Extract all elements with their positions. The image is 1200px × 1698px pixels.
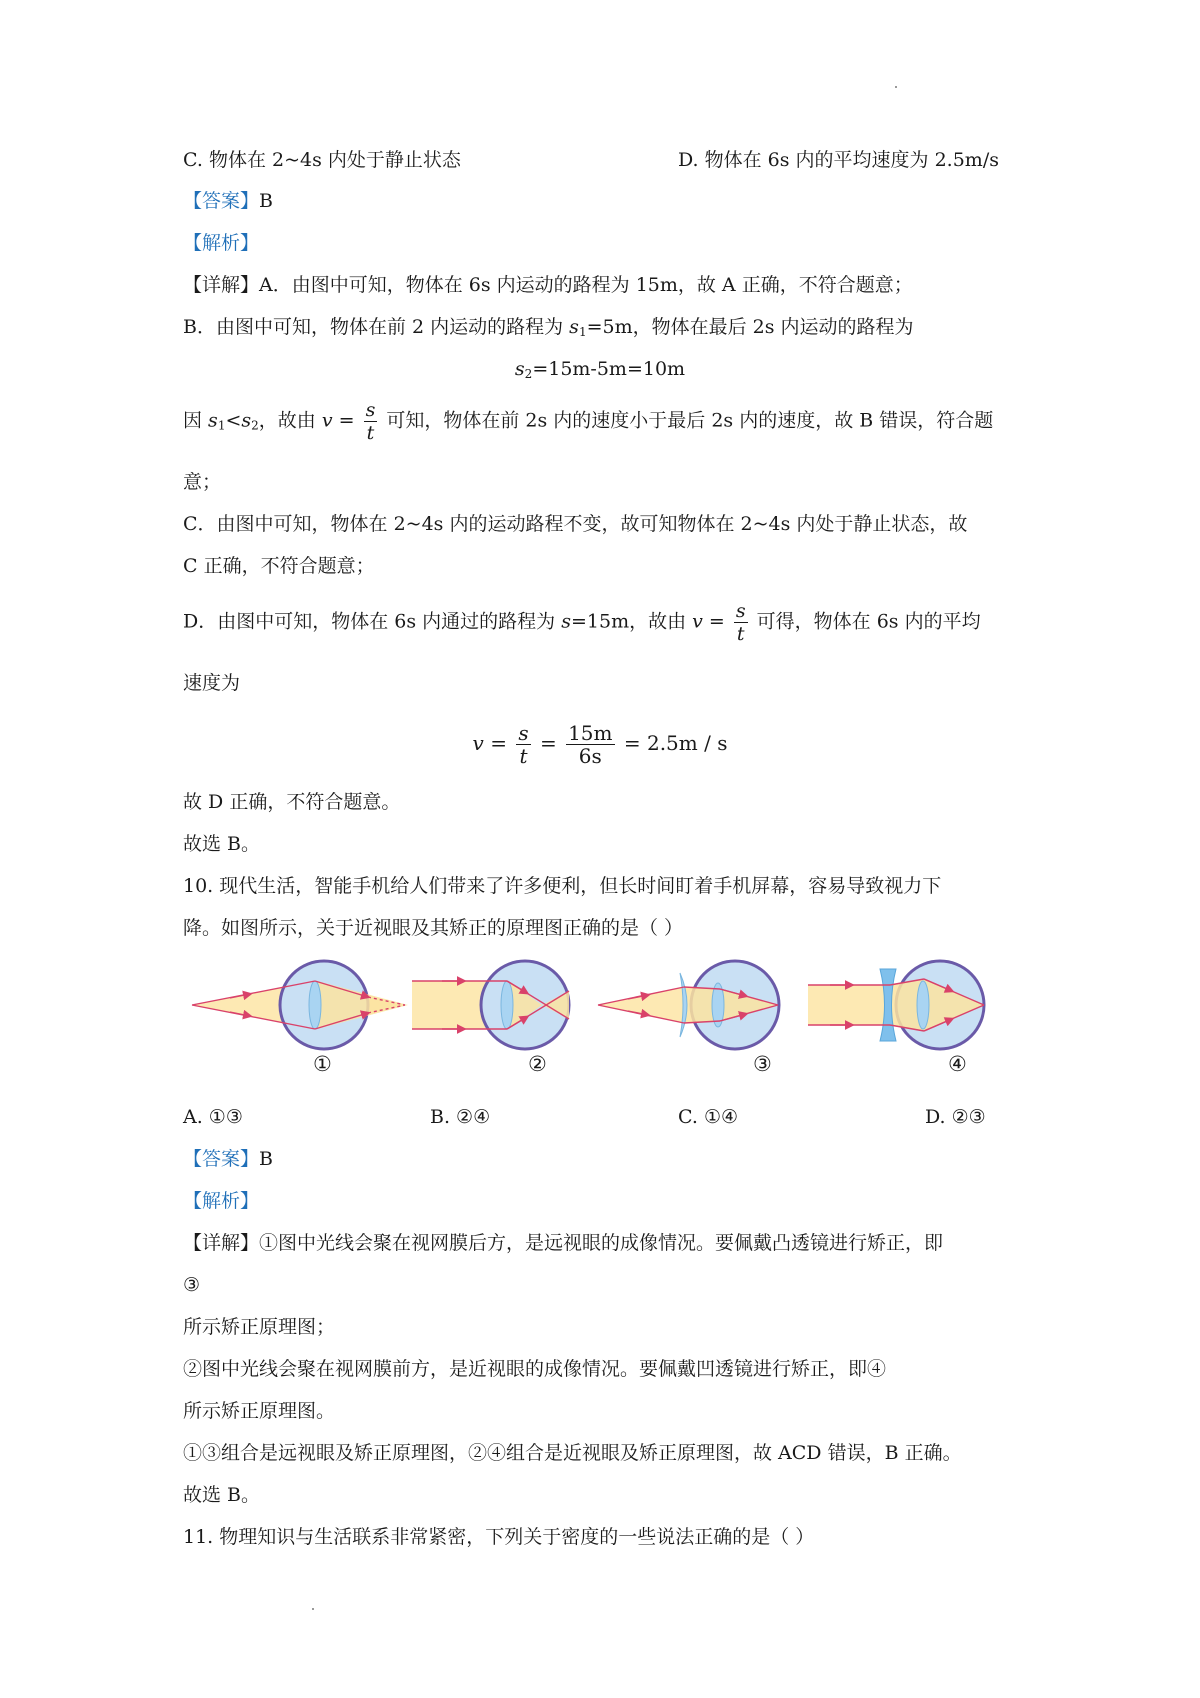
q10-stem-1: 10. 现代生活，智能手机给人们带来了许多便利，但长时间盯着手机屏幕，容易导致视力下 bbox=[183, 875, 942, 897]
q9-because-line: 因 $s_1<s_2$，故由 v = $\frac{s}{t}$ 可知，物体在前 2s 内的速度小于最后 2s 内的速度，故 B 错误，符合题 bbox=[183, 399, 994, 444]
q10-option-b: B. ②④ bbox=[430, 1106, 491, 1128]
q10-answer bbox=[183, 1147, 273, 1171]
q9-final: 故选 B。 bbox=[183, 833, 261, 855]
detail-tag: 【详解】 bbox=[183, 274, 260, 296]
eye-diagram-2 bbox=[412, 961, 569, 1049]
q10-option-c: C. ①④ bbox=[678, 1106, 739, 1128]
q9-option-c: C. 物体在 2~4s 内处于静止状态 bbox=[183, 149, 461, 171]
diagram-label-4: ④ bbox=[948, 1052, 967, 1076]
answer-tag: 【答案】 bbox=[183, 1148, 260, 1170]
q9-detail-c-1: C．由图中可知，物体在 2~4s 内的运动路程不变，故可知物体在 2~4s 内处于静止状态，故 bbox=[183, 513, 968, 535]
q10-detail-1b: ③ bbox=[183, 1274, 201, 1296]
eye-lens-icon bbox=[309, 981, 321, 1029]
q9-average-speed-equation: v = $\frac{s}{t}$ = $\frac{15m}{6s}$ = 2.5m / s bbox=[472, 721, 728, 768]
eye-diagrams bbox=[180, 945, 1020, 1055]
eye-diagram-1 bbox=[192, 961, 408, 1049]
scan-dot bbox=[312, 1608, 314, 1610]
q10-analysis-tag: 【解析】 bbox=[183, 1190, 260, 1212]
q10-option-d: D. ②③ bbox=[925, 1106, 986, 1128]
speed-fraction: $\frac{s}{t}$ bbox=[365, 399, 376, 444]
scan-dot bbox=[895, 86, 897, 88]
q9-conclusion: 故 D 正确，不符合题意。 bbox=[183, 791, 401, 813]
q9-detail-c-2: C 正确，不符合题意； bbox=[183, 555, 375, 577]
eye-lens-icon bbox=[917, 981, 929, 1029]
eye-lens-icon bbox=[501, 981, 513, 1029]
q10-option-a: A. ①③ bbox=[183, 1106, 243, 1128]
q9-answer bbox=[183, 189, 273, 213]
speed-fraction: $\frac{s}{t}$ bbox=[735, 600, 746, 645]
answer-value: B bbox=[259, 190, 273, 212]
q10-detail-3: ①③组合是远视眼及矫正原理图，②④组合是近视眼及矫正原理图，故 ACD 错误，B 正确。 bbox=[183, 1442, 962, 1464]
q9-analysis-tag: 【解析】 bbox=[183, 232, 260, 254]
q10-detail-2: ②图中光线会聚在视网膜前方，是近视眼的成像情况。要佩戴凹透镜进行矫正，即④ bbox=[183, 1358, 887, 1380]
diagram-label-1: ① bbox=[313, 1052, 332, 1076]
q10-stem-2: 降。如图所示，关于近视眼及其矫正的原理图正确的是（ ） bbox=[183, 917, 684, 939]
q9-detail-a: 【详解】A．由图中可知，物体在 6s 内运动的路程为 15m，故 A 正确，不符合题意； bbox=[183, 274, 913, 296]
q10-detail-1: 【详解】①图中光线会聚在视网膜后方，是远视眼的成像情况。要佩戴凸透镜进行矫正，即 bbox=[183, 1232, 944, 1254]
q11-stem: 11. 物理知识与生活联系非常紧密，下列关于密度的一些说法正确的是（ ） bbox=[183, 1526, 815, 1548]
diagram-label-2: ② bbox=[528, 1052, 547, 1076]
q10-detail-2b: 所示矫正原理图。 bbox=[183, 1400, 336, 1422]
eye-diagram-3 bbox=[598, 961, 779, 1049]
detail-tag: 【详解】 bbox=[183, 1232, 260, 1254]
q9-detail-d-cont: 速度为 bbox=[183, 672, 241, 694]
q9-detail-d: D．由图中可知，物体在 6s 内通过的路程为 s=15m，故由 v = $\frac{s}{t}$ 可得，物体在 6s 内的平均 bbox=[183, 600, 981, 645]
q9-because-cont: 意； bbox=[183, 471, 222, 493]
q9-equation-s2: $s_2=15m-5m=10m$ bbox=[514, 358, 686, 381]
answer-tag: 【答案】 bbox=[183, 190, 260, 212]
q9-option-d: D. 物体在 6s 内的平均速度为 2.5m/s bbox=[678, 149, 999, 171]
q9-detail-b: B．由图中可知，物体在前 2 内运动的路程为 $s_1=5m$，物体在最后 2s 内运动的路程为 bbox=[183, 316, 914, 339]
q10-detail-1c: 所示矫正原理图； bbox=[183, 1316, 336, 1338]
eye-diagram-4 bbox=[808, 961, 984, 1049]
q10-final: 故选 B。 bbox=[183, 1484, 261, 1506]
diagram-label-3: ③ bbox=[753, 1052, 772, 1076]
answer-value: B bbox=[259, 1148, 273, 1170]
